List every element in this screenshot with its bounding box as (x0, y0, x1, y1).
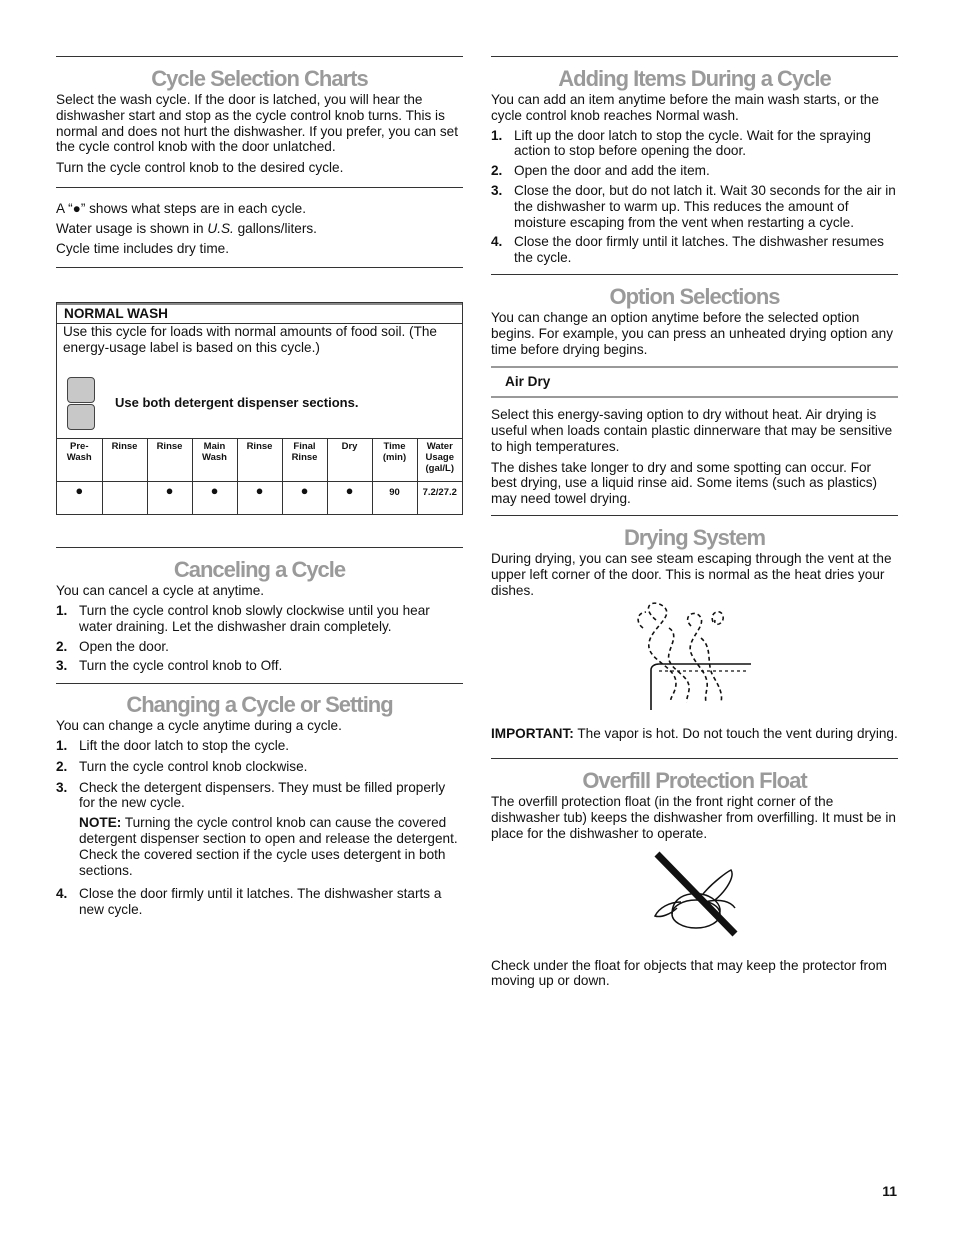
normal-wash-description: Use this cycle for loads with normal amounts of food soil. (The energy-usage label is based on this cycle.) (63, 324, 437, 355)
table-cell: 90 (372, 482, 417, 515)
table-cell: ● (192, 482, 237, 515)
canceling-heading: Canceling a Cycle (173, 557, 346, 583)
adding-intro: You can add an item anytime before the main wash starts, or the cycle control knob reaches Normal wash. (491, 92, 879, 123)
options-heading: Option Selections (609, 283, 780, 309)
drying-important: IMPORTANT: The vapor is hot. Do not touch the vent during drying. (491, 726, 898, 742)
list-item: 4. Close the door firmly until it latches. The dishwasher starts a new cycle. (56, 886, 442, 918)
list-item: 4. Close the door firmly until it latches. The dishwasher resumes the cycle. (491, 234, 884, 266)
changing-intro: You can change a cycle anytime during a cycle. (56, 718, 342, 734)
steam-vent-illustration (491, 598, 898, 718)
table-cell: 7.2/27.2 (417, 482, 462, 515)
adding-steps (491, 128, 898, 266)
table-header-cell: Water Usage (gal/L) (417, 439, 462, 482)
air-dry-para2: The dishes take longer to dry and some spotting can occur. For best drying, use a liquid rinse aid. Some items (such as plastics) may need towel drying. (491, 459, 878, 507)
section-rule (491, 758, 898, 759)
options-intro: You can change an option anytime before the selected option begins. For example, you can press an unheated drying option any time before drying begins. (491, 309, 894, 357)
normal-wash-chart (56, 302, 463, 515)
detergent-dispenser-icon (67, 376, 95, 431)
float-illustration (491, 842, 898, 950)
canceling-steps (56, 603, 463, 674)
table-header-cell: Rinse (237, 439, 282, 482)
table-cell: ● (57, 482, 102, 515)
normal-wash-title: NORMAL WASH (57, 303, 462, 324)
list-item: 3. Turn the cycle control knob to Off. (56, 658, 283, 674)
table-header-cell: Rinse (102, 439, 147, 482)
legend-line: A “●” shows what steps are in each cycle. (56, 200, 306, 216)
adding-heading: Adding Items During a Cycle (558, 66, 831, 91)
cycle-selection-para: Select the wash cycle. If the door is latched, you will hear the dishwasher start and stop as the cycle control knob turns. This is normal and does not hurt the dishwasher. If you prefer, you can set the cycle control knob with the door unlatched. (56, 92, 459, 155)
table-header-cell: Time (min) (372, 439, 417, 482)
table-header-cell: Pre- Wash (57, 439, 102, 482)
list-item: 3. Close the door, but do not latch it. Wait 30 seconds for the air in the dishwasher to warm up. This reduces the amount of moisture escaping from the vent when restarting a cycle. (491, 182, 896, 230)
left-column (56, 56, 463, 918)
list-item: 2. Open the door. (56, 638, 169, 654)
section-rule (56, 56, 463, 57)
drying-heading: Drying System (623, 524, 766, 550)
list-item: 3. Check the detergent dispensers. They must be filled properly for the new cycle. NOTE: Turning the cycle control knob can cause the covered detergent dispenser section to open and release the detergent. Check the covered section if the cycle uses detergent in both sections. (56, 780, 463, 879)
section-rule (56, 267, 463, 268)
detergent-row (57, 368, 462, 438)
section-rule (491, 274, 898, 275)
cycle-selection-heading: Cycle Selection Charts (151, 66, 368, 91)
legend-line: Cycle time includes dry time. (56, 240, 229, 256)
steam-icon (491, 598, 898, 718)
air-dry-para: Select this energy-saving option to dry without heat. Air drying is useful when loads contain plastic dinnerware that may be sensitive to high temperatures. (491, 407, 893, 454)
section-rule (491, 515, 898, 516)
table-header-cell: Dry (327, 439, 372, 482)
cycle-steps-table (57, 438, 462, 514)
air-dry-label: Air Dry (491, 366, 898, 398)
right-column (491, 56, 898, 989)
overfill-check: Check under the float for objects that may keep the protector from moving up or down. (491, 957, 887, 989)
drying-intro: During drying, you can see steam escaping through the vent at the upper left corner of the door. This is normal as the heat dries your dishes. (491, 550, 892, 598)
list-item: 2. Turn the cycle control knob clockwise. (56, 758, 308, 774)
changing-steps (56, 738, 463, 918)
section-rule (491, 56, 898, 57)
table-header-cell: Main Wash (192, 439, 237, 482)
changing-heading: Changing a Cycle or Setting (126, 692, 393, 718)
list-item: 1. Lift up the door latch to stop the cycle. Wait for the spraying action to stop before opening the door. (491, 127, 871, 159)
section-rule (56, 683, 463, 684)
overfill-heading: Overfill Protection Float (582, 768, 807, 794)
list-item: 1. Lift the door latch to stop the cycle. (56, 737, 290, 753)
table-cell (102, 482, 147, 515)
table-header-cell: Final Rinse (282, 439, 327, 482)
section-rule (56, 187, 463, 188)
page-number: 11 (882, 1183, 897, 1199)
section-rule (56, 547, 463, 548)
overfill-intro: The overfill protection float (in the front right corner of the dishwasher tub) keeps the dishwasher from overfilling. It must be in place for the dishwasher to operate. (491, 794, 896, 841)
table-cell: ● (327, 482, 372, 515)
detergent-note: Use both detergent dispenser sections. (115, 395, 359, 411)
list-item: 2. Open the door and add the item. (491, 163, 710, 179)
overfill-float-icon (491, 842, 898, 950)
list-item: 1. Turn the cycle control knob slowly clockwise until you hear water draining. Let the dishwasher drain completely. (56, 602, 430, 634)
cycle-selection-para2: Turn the cycle control knob to the desired cycle. (56, 160, 344, 176)
table-cell: ● (282, 482, 327, 515)
table-cell: ● (237, 482, 282, 515)
table-cell: ● (147, 482, 192, 515)
canceling-intro: You can cancel a cycle at anytime. (56, 583, 265, 599)
changing-note: NOTE: Turning the cycle control knob can cause the covered detergent dispenser section to open and release the detergent. Check the covered section if the cycle uses detergent in both sections. (79, 815, 458, 878)
table-header-cell: Rinse (147, 439, 192, 482)
legend-line: Water usage is shown in U.S. gallons/liters. (56, 220, 317, 236)
